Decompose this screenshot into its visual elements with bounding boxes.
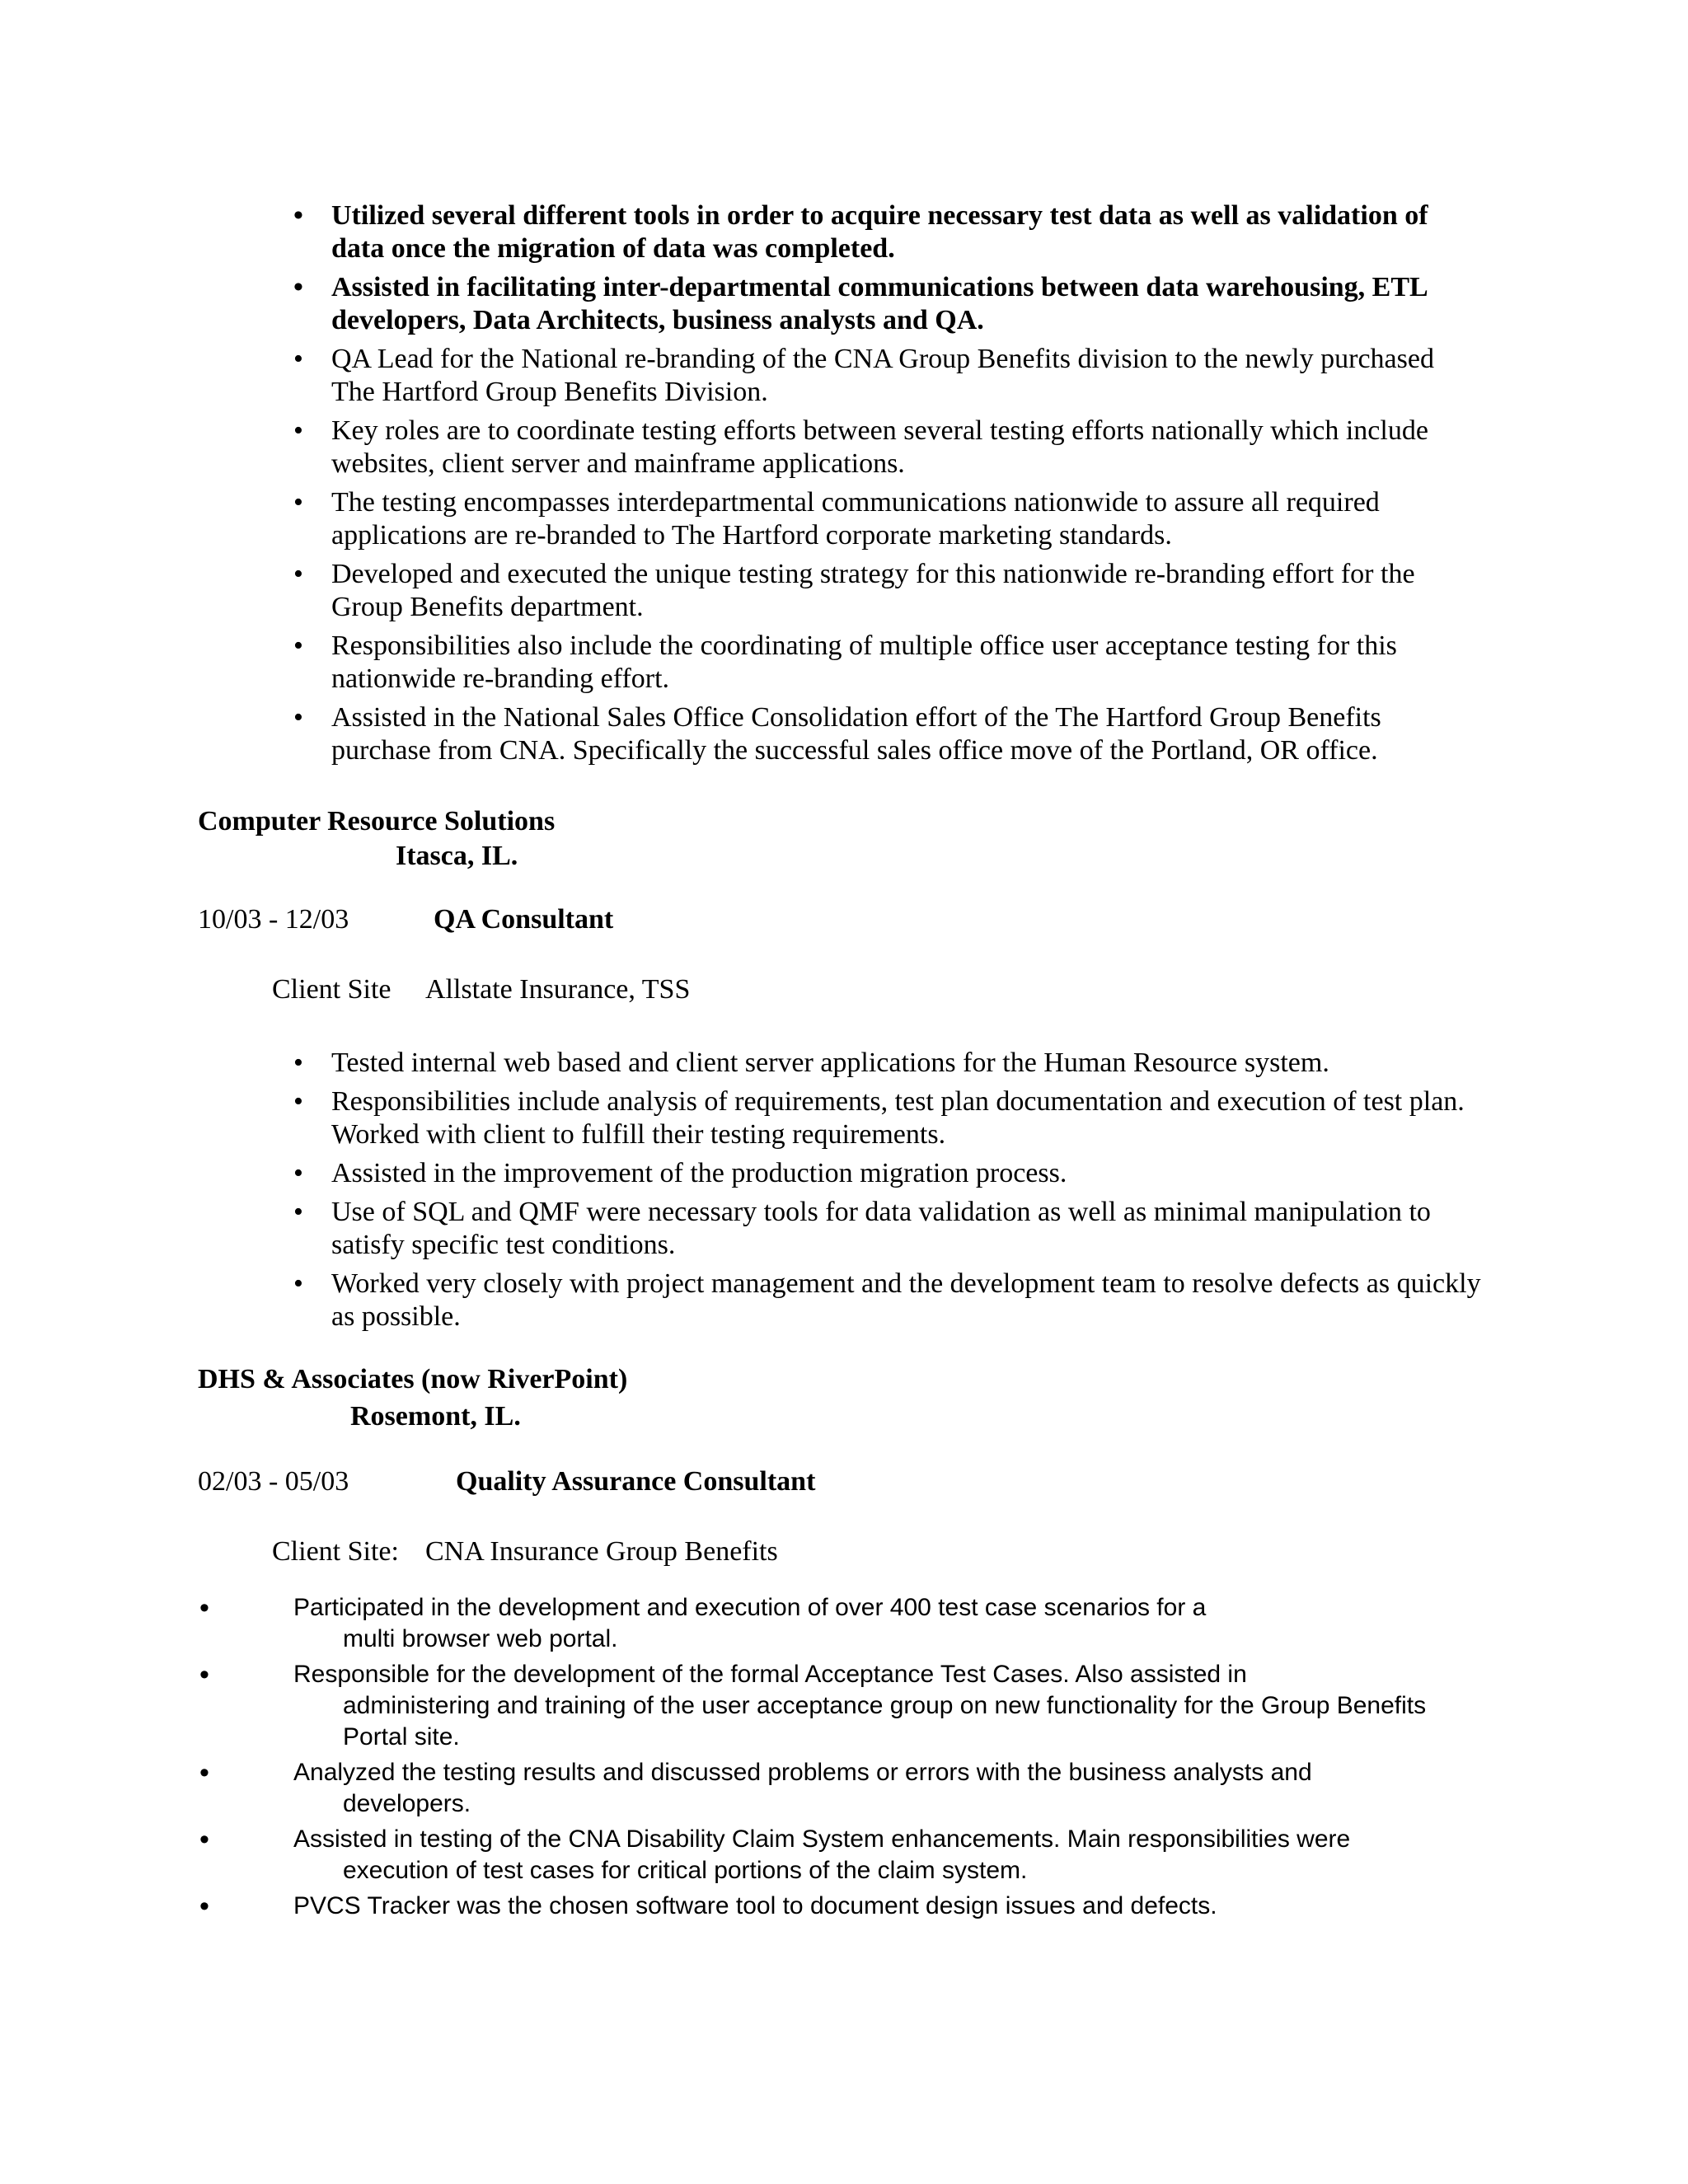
bullet-icon: •	[293, 272, 303, 302]
job-title: Quality Assurance Consultant	[456, 1466, 816, 1497]
bullet-text-first-line: Assisted in testing of the CNA Disability Claim System enhancements. Main responsibilities were	[293, 1825, 1351, 1853]
bullet-icon: •	[293, 415, 303, 446]
list-item	[0, 1891, 1688, 1922]
client-site-label: Client Site:	[272, 1536, 399, 1567]
bullet-text-first-line: Responsible for the development of the formal Acceptance Test Cases. Also assisted in	[293, 1661, 1247, 1688]
bullet-text: Responsibilities also include the coordinating of multiple office user acceptance testing for this nationwide re-branding effort.	[331, 630, 1397, 694]
client-name: Allstate Insurance, TSS	[425, 974, 691, 1005]
list-item	[0, 1592, 1688, 1655]
bullet-icon: •	[199, 1757, 209, 1788]
list-item	[0, 1824, 1688, 1886]
bullet-text-first-line: Analyzed the testing results and discussed problems or errors with the business analysts and	[293, 1759, 1312, 1786]
bullet-text: Assisted in the improvement of the production migration process.	[331, 1158, 1067, 1188]
list-item	[0, 486, 1688, 552]
list-item	[0, 558, 1688, 624]
client-name: CNA Insurance Group Benefits	[425, 1536, 778, 1567]
list-item	[0, 630, 1688, 696]
list-item	[0, 1757, 1688, 1820]
bullet-text: Assisted in the National Sales Office Consolidation effort of the The Hartford Group Benefits purchase from CNA. Specifically the successful sales office move of the Portland, OR office.	[331, 702, 1381, 766]
list-item	[0, 271, 1688, 337]
bullet-icon: •	[293, 1086, 303, 1117]
bullet-icon: •	[293, 1158, 303, 1188]
bullet-text: Assisted in facilitating inter-departmental communications between data warehousing, ETL developers, Data Architects, business analysts and QA.	[331, 272, 1427, 335]
bullet-icon: •	[199, 1592, 209, 1624]
bullet-text: The testing encompasses interdepartmental communications nationwide to assure all required applications are re-branded to The Hartford corporate marketing standards.	[331, 487, 1380, 551]
job-dates: 02/03 - 05/03	[198, 1466, 349, 1497]
bullet-icon: •	[199, 1891, 209, 1922]
bullet-icon: •	[293, 487, 303, 518]
bullet-icon: •	[293, 344, 303, 374]
bullet-icon: •	[199, 1824, 209, 1855]
bullet-icon: •	[293, 559, 303, 589]
bullet-text: QA Lead for the National re-branding of the CNA Group Benefits division to the newly purchased The Hartford Group Benefits Division.	[331, 344, 1434, 407]
bullet-icon: •	[293, 1268, 303, 1299]
list-item	[0, 1659, 1688, 1753]
bullet-text: Responsibilities include analysis of requirements, test plan documentation and execution of test plan. Worked with client to fulfill their testing requirements.	[331, 1086, 1465, 1150]
company-location: Itasca, IL.	[396, 841, 518, 871]
job-dates: 10/03 - 12/03	[198, 904, 349, 935]
list-item	[0, 701, 1688, 767]
bullet-text: Use of SQL and QMF were necessary tools for data validation as well as minimal manipulation to satisfy specific test conditions.	[331, 1197, 1431, 1260]
bullet-text-continued: developers.	[343, 1790, 471, 1817]
bullet-text-continued: execution of test cases for critical portions of the claim system.	[343, 1857, 1028, 1884]
bullet-icon: •	[293, 630, 303, 661]
job-bullet-list	[0, 1047, 1688, 1339]
bullet-text-first-line: PVCS Tracker was the chosen software tool to document design issues and defects.	[293, 1892, 1217, 1919]
list-item	[0, 1157, 1688, 1190]
bullet-text: Utilized several different tools in order to acquire necessary test data as well as validation of data once the migration of data was completed.	[331, 200, 1428, 264]
list-item	[0, 343, 1688, 409]
bullet-icon: •	[199, 1659, 209, 1690]
bullet-text: Worked very closely with project management and the development team to resolve defects as quickly as possible.	[331, 1268, 1481, 1332]
list-item	[0, 199, 1688, 265]
company-name: Computer Resource Solutions	[198, 806, 556, 837]
list-item	[0, 1196, 1688, 1262]
bullet-text: Tested internal web based and client server applications for the Human Resource system.	[331, 1047, 1329, 1078]
bullet-text: Developed and executed the unique testing strategy for this nationwide re-branding effort for the Group Benefits department.	[331, 559, 1415, 622]
list-item	[0, 1268, 1688, 1333]
bullet-icon: •	[293, 1047, 303, 1078]
bullet-icon: •	[293, 702, 303, 733]
bullet-text: Key roles are to coordinate testing efforts between several testing efforts nationally which include websites, client server and mainframe applications.	[331, 415, 1428, 479]
company-name: DHS & Associates (now RiverPoint)	[198, 1364, 628, 1394]
job-bullet-list	[0, 1592, 1688, 1926]
previous-job-bullet-list	[0, 199, 1688, 773]
list-item	[0, 415, 1688, 480]
job-title: QA Consultant	[434, 904, 614, 935]
bullet-icon: •	[293, 200, 303, 231]
client-site-label: Client Site	[272, 974, 392, 1005]
list-item	[0, 1047, 1688, 1080]
bullet-text-continued: multi browser web portal.	[343, 1625, 618, 1652]
bullet-text-first-line: Participated in the development and execution of over 400 test case scenarios for a	[293, 1594, 1207, 1621]
list-item	[0, 1085, 1688, 1151]
bullet-icon: •	[293, 1197, 303, 1227]
company-location: Rosemont, IL.	[350, 1401, 521, 1432]
bullet-text-continued: administering and training of the user acceptance group on new functionality for the Group Benefits Portal site.	[343, 1692, 1427, 1750]
